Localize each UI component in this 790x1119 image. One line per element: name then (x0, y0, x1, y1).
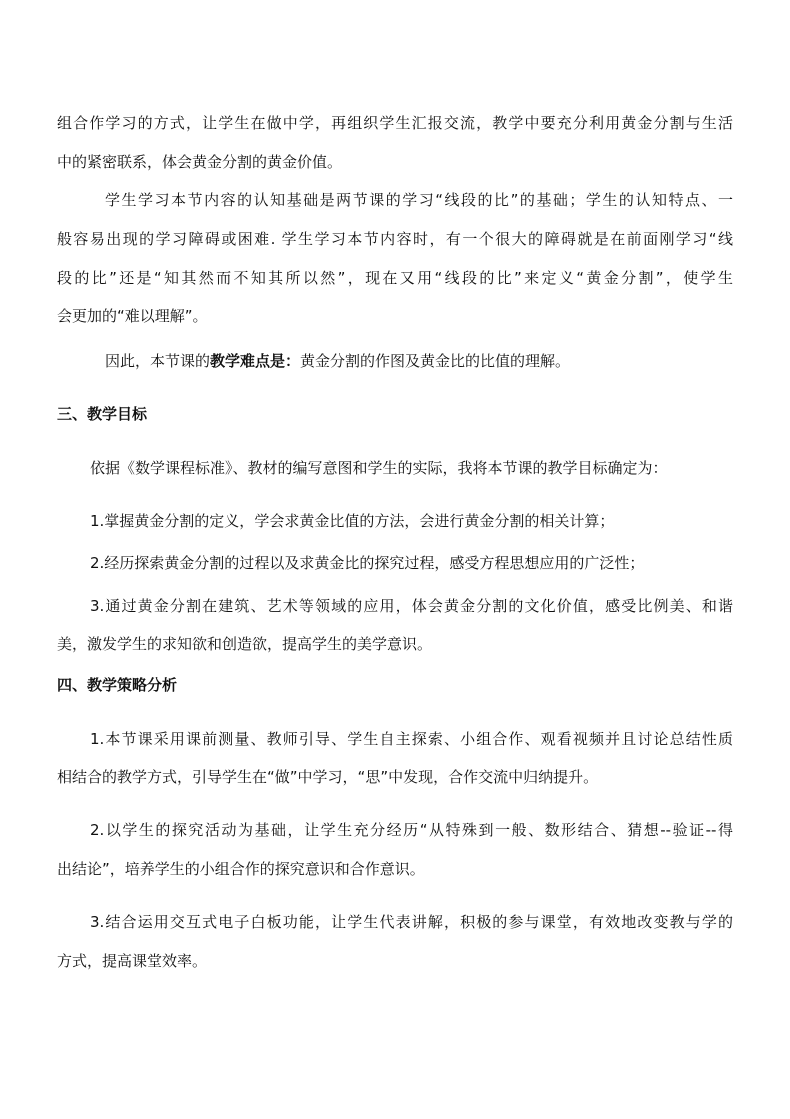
strategy-2-line-1: 2.以学生的探究活动为基础，让学生充分经历“从特殊到一般、数形结合、猜想--验证--得 (90, 821, 733, 839)
strategy-1-line-2: 相结合的教学方式，引导学生在“做”中学习，“思”中发现，合作交流中归纳提升。 (57, 768, 599, 786)
paragraph-2-line-1: 学生学习本节内容的认知基础是两节课的学习“线段的比”的基础；学生的认知特点、一 (105, 191, 733, 209)
paragraph-3-lead: 因此，本节课的 (105, 352, 211, 370)
objective-1: 1.掌握黄金分割的定义，学会求黄金比值的方法，会进行黄金分割的相关计算； (90, 512, 615, 530)
section-4-heading: 四、教学策略分析 (57, 676, 178, 694)
paragraph-2-line-3: 段的比”还是“知其然而不知其所以然”，现在又用“线段的比”来定义“黄金分割”，使学生 (57, 269, 733, 287)
objective-2: 2.经历探索黄金分割的过程以及求黄金比的探究过程，感受方程思想应用的广泛性； (90, 554, 645, 572)
strategy-1-line-1: 1.本节课采用课前测量、教师引导、学生自主探索、小组合作、观看视频并且讨论总结性质 (90, 730, 733, 748)
section-3-intro: 依据《数学课程标准》、教材的编写意图和学生的实际，我将本节课的教学目标确定为： (90, 459, 668, 477)
section-3-heading: 三、教学目标 (57, 405, 148, 423)
paragraph-1-line-1: 组合作学习的方式，让学生在做中学，再组织学生汇报交流，教学中要充分利用黄金分割与生活 (57, 114, 733, 132)
strategy-3-line-1: 3.结合运用交互式电子白板功能，让学生代表讲解，积极的参与课堂，有效地改变教与学的 (90, 913, 733, 931)
paragraph-3-rest: 黄金分割的作图及黄金比的比值的理解。 (300, 352, 571, 370)
objective-3-line-2: 美，激发学生的求知欲和创造欲，提高学生的美学意识。 (57, 635, 433, 653)
strategy-2-line-2: 出结论”，培养学生的小组合作的探究意识和合作意识。 (57, 860, 425, 878)
paragraph-3-bold: 教学难点是： (210, 352, 301, 370)
paragraph-3 (105, 351, 733, 371)
paragraph-2-line-2: 般容易出现的学习障碍或困难. 学生学习本节内容时，有一个很大的障碍就是在前面刚学习“线 (57, 230, 733, 248)
paragraph-2-line-4: 会更加的“难以理解”。 (57, 307, 208, 325)
strategy-3-line-2: 方式，提高课堂效率。 (57, 952, 208, 970)
paragraph-1-line-2: 中的紧密联系，体会黄金分割的黄金价值。 (57, 153, 343, 171)
objective-3-line-1: 3.通过黄金分割在建筑、艺术等领域的应用，体会黄金分割的文化价值，感受比例美、和谐 (90, 597, 733, 615)
